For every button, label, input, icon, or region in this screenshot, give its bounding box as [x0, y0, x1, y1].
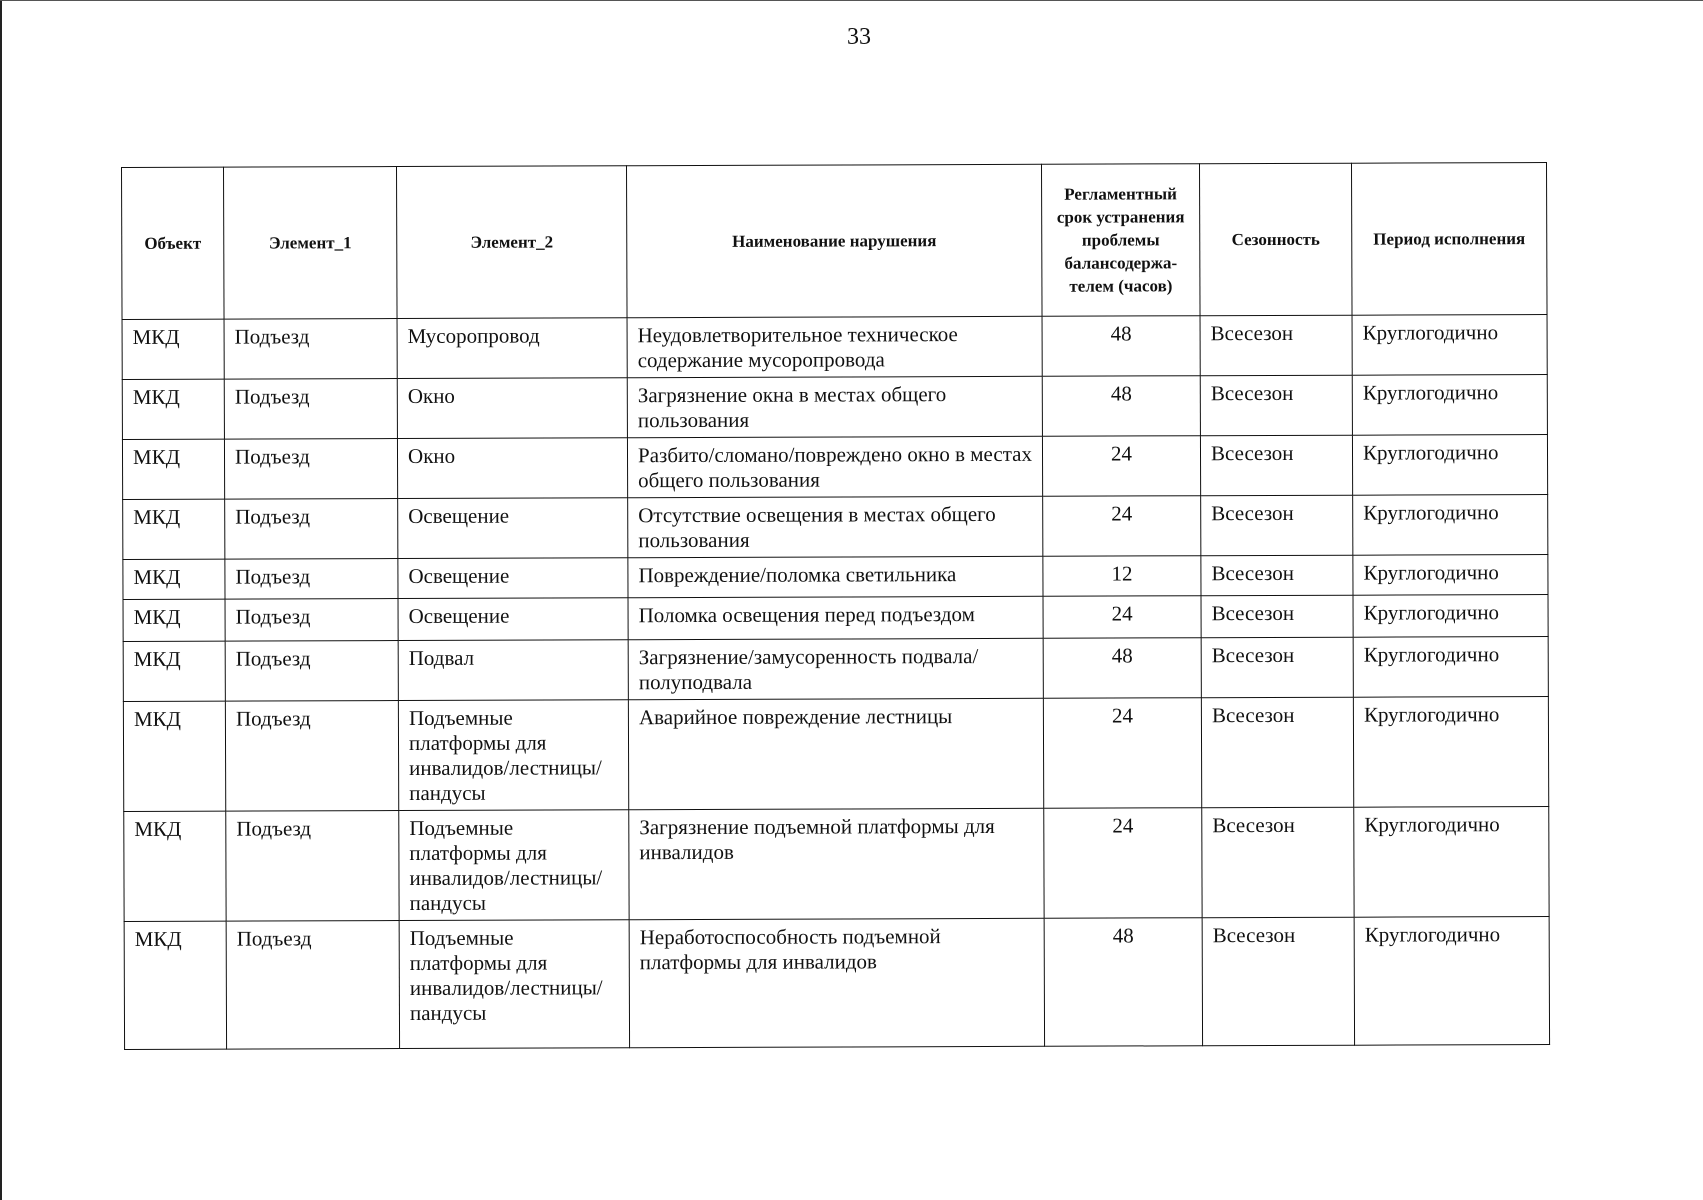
cell-season: Всесезон [1202, 917, 1354, 1046]
header-seasonality: Сезонность [1199, 163, 1352, 316]
table-row [123, 595, 1548, 642]
cell-violation: Аварийное повреждение лестницы [628, 698, 1043, 809]
cell-element-2: Освещение [398, 498, 628, 559]
cell-object: МКД [122, 379, 224, 439]
cell-season: Всесезон [1201, 595, 1353, 638]
cell-period: Круглогодично [1353, 495, 1548, 556]
cell-element-2: Мусоропровод [397, 318, 627, 379]
cell-period: Круглогодично [1352, 315, 1547, 376]
cell-season: Всесезон [1202, 807, 1354, 918]
cell-element-1: Подъезд [225, 599, 398, 642]
cell-object: МКД [122, 319, 224, 379]
cell-season: Всесезон [1201, 555, 1353, 596]
cell-period: Круглогодично [1352, 375, 1547, 436]
cell-violation: Разбито/сломано/повреждено окно в местах общего пользования [627, 436, 1042, 497]
cell-element-1: Подъезд [226, 921, 399, 1050]
header-object: Объект [122, 167, 225, 319]
cell-object: МКД [123, 499, 225, 559]
cell-hours: 24 [1043, 496, 1201, 557]
cell-violation: Неработоспособность подъемной платформы для инвалидов [629, 918, 1044, 1047]
cell-violation: Загрязнение окна в местах общего пользования [627, 376, 1042, 437]
cell-element-2: Подъемные платформы для инвалидов/лестницы/ пандусы [398, 700, 628, 811]
cell-element-1: Подъезд [225, 641, 398, 702]
page-number: 33 [847, 24, 871, 50]
cell-hours: 24 [1043, 698, 1201, 809]
cell-hours: 24 [1043, 596, 1201, 639]
header-element-1: Элемент_1 [224, 167, 398, 320]
cell-period: Круглогодично [1353, 697, 1548, 808]
cell-object: МКД [124, 921, 226, 1049]
cell-violation: Повреждение/поломка светильника [628, 556, 1043, 597]
header-fix-deadline: Регламентный срок устранения проблемы балансодержа-телем (часов) [1041, 164, 1200, 317]
table-row [122, 435, 1547, 500]
cell-violation: Неудовлетворительное техническое содержание мусоропровода [627, 316, 1042, 377]
header-execution-period: Период исполнения [1351, 163, 1547, 316]
cell-object: МКД [122, 439, 224, 499]
cell-object: МКД [123, 641, 225, 701]
cell-object: МКД [123, 701, 225, 811]
cell-season: Всесезон [1201, 697, 1353, 808]
cell-season: Всесезон [1201, 495, 1353, 556]
cell-season: Всесезон [1200, 435, 1352, 496]
violations-table [121, 162, 1550, 1050]
table-row [123, 637, 1548, 702]
table-row [122, 375, 1547, 440]
cell-period: Круглогодично [1352, 435, 1547, 496]
cell-element-2: Подъемные платформы для инвалидов/лестницы/ пандусы [399, 920, 629, 1049]
cell-violation: Отсутствие освещения в местах общего пользования [628, 496, 1043, 557]
cell-element-2: Освещение [398, 598, 628, 641]
header-violation-name: Наименование нарушения [626, 164, 1042, 317]
cell-element-1: Подъезд [224, 319, 397, 380]
cell-period: Круглогодично [1354, 917, 1549, 1046]
scan-edge-left [0, 0, 2, 1200]
cell-season: Всесезон [1200, 315, 1352, 376]
cell-element-1: Подъезд [224, 439, 397, 500]
cell-object: МКД [124, 811, 226, 921]
cell-hours: 48 [1043, 638, 1201, 699]
cell-period: Круглогодично [1353, 595, 1548, 638]
table-row [123, 555, 1548, 600]
table-header-row [122, 163, 1548, 320]
cell-element-1: Подъезд [225, 499, 398, 560]
cell-violation: Загрязнение подъемной платформы для инвалидов [629, 808, 1044, 919]
cell-element-1: Подъезд [225, 701, 398, 812]
cell-hours: 24 [1042, 436, 1200, 497]
cell-season: Всесезон [1201, 637, 1353, 698]
table-row [122, 315, 1547, 380]
cell-element-2: Окно [397, 378, 627, 439]
table-row [123, 697, 1548, 812]
cell-element-2: Окно [397, 438, 627, 499]
cell-hours: 48 [1042, 316, 1200, 377]
header-element-2: Элемент_2 [397, 166, 628, 319]
cell-period: Круглогодично [1353, 637, 1548, 698]
cell-period: Круглогодично [1353, 555, 1548, 596]
cell-element-1: Подъезд [224, 379, 397, 440]
scan-edge-top [0, 0, 1703, 1]
table-row [124, 807, 1549, 922]
cell-hours: 24 [1044, 808, 1202, 919]
cell-object: МКД [123, 599, 225, 641]
cell-violation: Загрязнение/замусоренность подвала/полуподвала [628, 638, 1043, 699]
cell-element-1: Подъезд [226, 811, 399, 922]
table-row [124, 917, 1549, 1050]
cell-element-2: Освещение [398, 558, 628, 599]
cell-violation: Поломка освещения перед подъездом [628, 596, 1043, 639]
cell-element-1: Подъезд [225, 559, 398, 600]
cell-hours: 48 [1042, 376, 1200, 437]
cell-hours: 12 [1043, 556, 1201, 597]
cell-element-2: Подъемные платформы для инвалидов/лестницы/ пандусы [399, 810, 629, 921]
cell-object: МКД [123, 559, 225, 599]
cell-period: Круглогодично [1354, 807, 1549, 918]
cell-element-2: Подвал [398, 640, 628, 701]
cell-hours: 48 [1044, 918, 1202, 1047]
cell-season: Всесезон [1200, 375, 1352, 436]
table-row [123, 495, 1548, 560]
